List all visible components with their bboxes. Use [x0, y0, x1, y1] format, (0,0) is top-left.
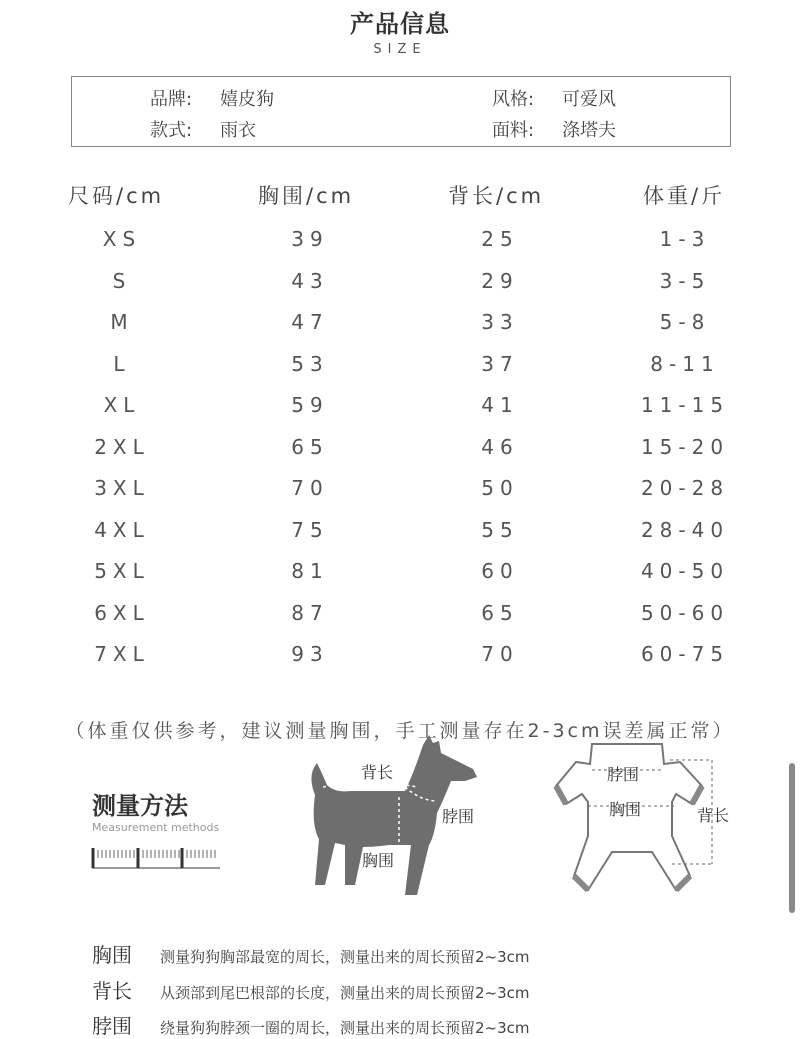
table-row	[0, 310, 800, 351]
cell-size: 7XL	[94, 642, 150, 666]
cell-weight: 5-8	[659, 310, 711, 334]
info-fabric-value: 涤塔夫	[562, 120, 616, 141]
desc-chest-text: 测量狗狗胸部最宽的周长，测量出来的周长预留2~3cm	[160, 948, 530, 966]
cell-back: 55	[481, 517, 519, 542]
table-row	[0, 642, 800, 683]
cell-chest: 47	[291, 310, 329, 334]
page-title: 产品信息	[350, 10, 450, 38]
cell-size: 3XL	[94, 476, 150, 500]
cell-size: M	[110, 310, 134, 334]
table-row	[0, 601, 800, 642]
table-row	[0, 518, 800, 559]
cell-chest: 87	[291, 600, 329, 625]
cell-size: 5XL	[94, 559, 150, 583]
cell-chest: 65	[291, 434, 329, 459]
cell-back: 70	[481, 642, 519, 666]
info-style-label: 风格:	[492, 89, 535, 110]
info-style-value: 可爱风	[562, 89, 616, 110]
cell-weight: 50-60	[640, 600, 730, 625]
product-info-box	[71, 76, 731, 147]
cell-size: XL	[103, 393, 141, 417]
cell-chest: 53	[291, 351, 329, 376]
cell-weight: 8-11	[650, 351, 720, 376]
garment-back-label: 背长	[697, 806, 730, 825]
desc-chest	[92, 939, 530, 968]
cell-back: 29	[481, 268, 519, 293]
table-row	[0, 269, 800, 310]
info-brand-value: 嬉皮狗	[220, 89, 274, 110]
info-fabric-label: 面料:	[492, 120, 535, 141]
diagram-chest-label: 胸围	[362, 851, 395, 870]
diagram-neck-label: 脖围	[442, 807, 475, 826]
cell-weight: 1-3	[659, 227, 711, 251]
header-weight: 体重/斤	[643, 184, 726, 208]
header-back: 背长/cm	[448, 184, 545, 208]
cell-back: 25	[481, 227, 519, 251]
cell-weight: 20-28	[640, 476, 730, 500]
ruler-icon	[92, 844, 222, 872]
cell-back: 46	[481, 434, 519, 459]
cell-weight: 11-15	[640, 393, 730, 417]
info-type	[150, 116, 256, 142]
cell-back: 60	[481, 559, 519, 583]
cell-back: 37	[481, 351, 519, 376]
info-fabric	[492, 116, 616, 142]
cell-chest: 81	[291, 559, 329, 583]
table-row	[0, 476, 800, 517]
desc-neck	[92, 1010, 530, 1039]
cell-size: 4XL	[94, 517, 150, 542]
info-brand	[150, 85, 274, 111]
cell-weight: 3-5	[659, 268, 711, 293]
cell-size: XS	[102, 227, 142, 251]
cell-chest: 39	[291, 227, 329, 251]
cell-weight: 28-40	[640, 517, 730, 542]
cell-back: 65	[481, 600, 519, 625]
header-chest: 胸围/cm	[258, 184, 355, 208]
desc-back-term: 背长	[92, 979, 132, 1003]
cell-size: 2XL	[94, 434, 150, 459]
cell-chest: 43	[291, 268, 329, 293]
garment-chest-label: 胸围	[609, 800, 642, 819]
cell-size: S	[112, 268, 132, 293]
header-size: 尺码/cm	[68, 184, 165, 208]
cell-chest: 93	[291, 642, 329, 666]
desc-neck-text: 绕量狗狗脖颈一圈的周长，测量出来的周长预留2~3cm	[160, 1019, 530, 1037]
desc-chest-term: 胸围	[92, 943, 132, 967]
garment-neck-label: 脖围	[607, 765, 640, 784]
table-row	[0, 393, 800, 434]
cell-back: 33	[481, 310, 519, 334]
cell-chest: 59	[291, 393, 329, 417]
cell-chest: 70	[291, 476, 329, 500]
desc-back-text: 从颈部到尾巴根部的长度，测量出来的周长预留2~3cm	[160, 984, 530, 1002]
cell-weight: 15-20	[640, 434, 730, 459]
cell-back: 41	[481, 393, 519, 417]
scrollbar[interactable]	[789, 763, 795, 913]
cell-size: 6XL	[94, 600, 150, 625]
table-row	[0, 227, 800, 268]
table-row	[0, 559, 800, 600]
info-type-label: 款式:	[150, 120, 193, 141]
page-subtitle: SIZE	[373, 42, 427, 57]
method-subtitle: Measurement methods	[92, 821, 220, 834]
cell-back: 50	[481, 476, 519, 500]
table-row	[0, 352, 800, 393]
cell-chest: 75	[291, 517, 329, 542]
table-row	[0, 435, 800, 476]
cell-weight: 60-75	[640, 642, 730, 666]
method-title: 测量方法	[92, 792, 188, 820]
info-type-value: 雨衣	[220, 120, 256, 141]
info-brand-label: 品牌:	[150, 89, 193, 110]
desc-neck-term: 脖围	[92, 1014, 132, 1038]
diagram-back-length-label: 背长	[361, 763, 394, 782]
desc-back	[92, 975, 530, 1004]
cell-size: L	[113, 351, 131, 376]
weight-note: （体重仅供参考，建议测量胸围，手工测量存在2-3cm误差属正常）	[65, 720, 735, 742]
info-style	[492, 85, 616, 111]
cell-weight: 40-50	[640, 559, 730, 583]
